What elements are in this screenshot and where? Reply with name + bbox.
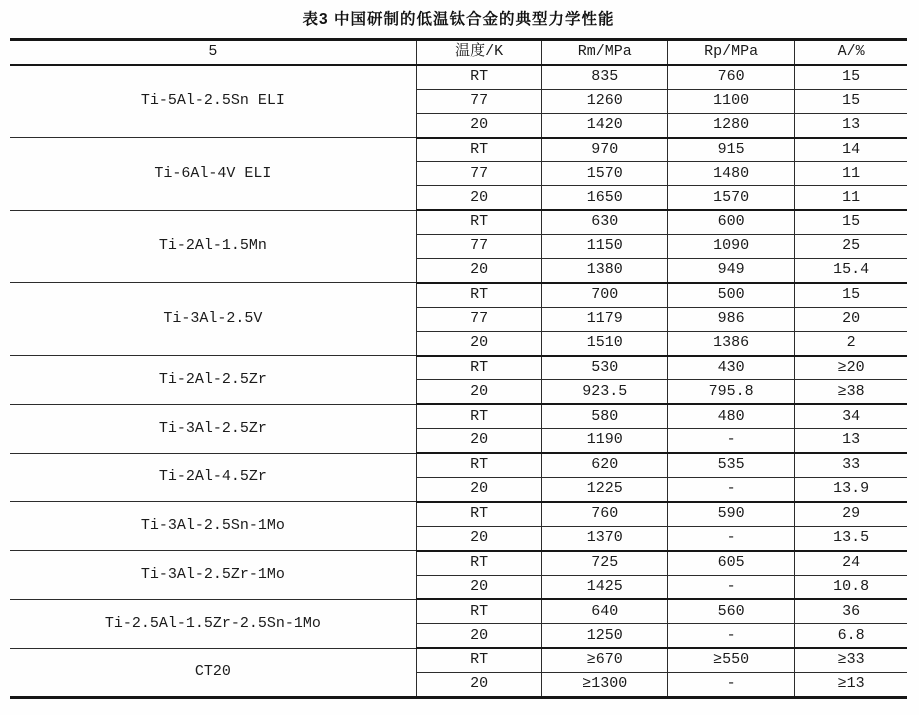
elongation-cell: ≥20 xyxy=(795,356,907,380)
temperature-cell: RT xyxy=(416,551,542,575)
table-row xyxy=(10,551,907,575)
elongation-cell: 14 xyxy=(795,138,907,162)
rm-cell: 630 xyxy=(542,210,668,234)
temperature-cell: RT xyxy=(416,502,542,526)
rm-cell: 1179 xyxy=(542,307,668,331)
elongation-cell: ≥38 xyxy=(795,380,907,404)
rp-cell: 500 xyxy=(667,283,794,307)
temperature-cell: RT xyxy=(416,283,542,307)
alloy-name-cell: Ti-3Al-2.5Zr xyxy=(10,404,416,453)
rm-cell: 1150 xyxy=(542,235,668,259)
temperature-cell: 20 xyxy=(416,624,542,648)
alloy-name-cell: Ti-3Al-2.5Sn-1Mo xyxy=(10,502,416,551)
rp-cell: 480 xyxy=(667,404,794,428)
table-row xyxy=(10,648,907,672)
elongation-cell: 11 xyxy=(795,162,907,186)
temperature-cell: 77 xyxy=(416,89,542,113)
rp-cell: 1100 xyxy=(667,89,794,113)
elongation-cell: 13 xyxy=(795,113,907,137)
temperature-cell: 20 xyxy=(416,380,542,404)
temperature-cell: 20 xyxy=(416,331,542,355)
temperature-cell: RT xyxy=(416,356,542,380)
rm-cell: 725 xyxy=(542,551,668,575)
elongation-cell: 15 xyxy=(795,210,907,234)
alloy-name-cell: CT20 xyxy=(10,648,416,697)
rp-cell: - xyxy=(667,478,794,502)
rp-cell: 795.8 xyxy=(667,380,794,404)
temperature-cell: 20 xyxy=(416,429,542,453)
alloy-table-body xyxy=(10,65,907,698)
temperature-cell: 20 xyxy=(416,575,542,599)
elongation-cell: 34 xyxy=(795,404,907,428)
temperature-cell: 77 xyxy=(416,307,542,331)
temperature-cell: 20 xyxy=(416,186,542,210)
elongation-cell: 15.4 xyxy=(795,259,907,283)
rp-cell: 535 xyxy=(667,453,794,477)
rp-cell: - xyxy=(667,673,794,698)
rp-cell: 760 xyxy=(667,65,794,89)
rm-cell: 970 xyxy=(542,138,668,162)
rm-cell: 700 xyxy=(542,283,668,307)
column-header: A/% xyxy=(795,40,907,65)
elongation-cell: 15 xyxy=(795,89,907,113)
rm-cell: 1190 xyxy=(542,429,668,453)
rm-cell: 1570 xyxy=(542,162,668,186)
table-row xyxy=(10,138,907,162)
rp-cell: - xyxy=(667,575,794,599)
elongation-cell: 2 xyxy=(795,331,907,355)
alloy-name-cell: Ti-2.5Al-1.5Zr-2.5Sn-1Mo xyxy=(10,599,416,648)
alloy-name-cell: Ti-2Al-4.5Zr xyxy=(10,453,416,502)
table-row xyxy=(10,65,907,89)
rp-cell: 1280 xyxy=(667,113,794,137)
rm-cell: 1650 xyxy=(542,186,668,210)
alloy-name-cell: Ti-2Al-2.5Zr xyxy=(10,356,416,405)
elongation-cell: 13.5 xyxy=(795,526,907,550)
temperature-cell: RT xyxy=(416,599,542,623)
rm-cell: 1420 xyxy=(542,113,668,137)
elongation-cell: 20 xyxy=(795,307,907,331)
rm-cell: 1425 xyxy=(542,575,668,599)
alloy-name-cell: Ti-5Al-2.5Sn ELI xyxy=(10,65,416,138)
elongation-cell: ≥13 xyxy=(795,673,907,698)
rp-cell: 949 xyxy=(667,259,794,283)
temperature-cell: RT xyxy=(416,648,542,672)
rp-cell: 1480 xyxy=(667,162,794,186)
rm-cell: 1260 xyxy=(542,89,668,113)
elongation-cell: 29 xyxy=(795,502,907,526)
column-header: Rp/MPa xyxy=(667,40,794,65)
elongation-cell: 10.8 xyxy=(795,575,907,599)
rm-cell: ≥670 xyxy=(542,648,668,672)
rm-cell: 1510 xyxy=(542,331,668,355)
elongation-cell: 33 xyxy=(795,453,907,477)
elongation-cell: 6.8 xyxy=(795,624,907,648)
temperature-cell: RT xyxy=(416,453,542,477)
rp-cell: 915 xyxy=(667,138,794,162)
elongation-cell: 15 xyxy=(795,283,907,307)
rp-cell: 986 xyxy=(667,307,794,331)
alloy-name-cell: Ti-2Al-1.5Mn xyxy=(10,210,416,283)
temperature-cell: 77 xyxy=(416,235,542,259)
column-header: 温度/K xyxy=(416,40,542,65)
rp-cell: - xyxy=(667,429,794,453)
rm-cell: 1370 xyxy=(542,526,668,550)
rm-cell: 1250 xyxy=(542,624,668,648)
elongation-cell: ≥33 xyxy=(795,648,907,672)
alloy-name-cell: Ti-6Al-4V ELI xyxy=(10,138,416,211)
elongation-cell: 13 xyxy=(795,429,907,453)
alloy-name-cell: Ti-3Al-2.5Zr-1Mo xyxy=(10,551,416,600)
elongation-cell: 36 xyxy=(795,599,907,623)
alloy-table xyxy=(10,38,907,699)
rp-cell: - xyxy=(667,624,794,648)
rp-cell: 1090 xyxy=(667,235,794,259)
rp-cell: 1386 xyxy=(667,331,794,355)
rm-cell: 1225 xyxy=(542,478,668,502)
rm-cell: 835 xyxy=(542,65,668,89)
rp-cell: 430 xyxy=(667,356,794,380)
temperature-cell: 20 xyxy=(416,259,542,283)
table-row xyxy=(10,453,907,477)
rp-cell: 560 xyxy=(667,599,794,623)
rp-cell: ≥550 xyxy=(667,648,794,672)
table-row xyxy=(10,502,907,526)
temperature-cell: RT xyxy=(416,65,542,89)
elongation-cell: 15 xyxy=(795,65,907,89)
table-row xyxy=(10,210,907,234)
rp-cell: - xyxy=(667,526,794,550)
table-row xyxy=(10,404,907,428)
temperature-cell: RT xyxy=(416,210,542,234)
header-row xyxy=(10,40,907,65)
temperature-cell: RT xyxy=(416,404,542,428)
rp-cell: 590 xyxy=(667,502,794,526)
rp-cell: 600 xyxy=(667,210,794,234)
temperature-cell: RT xyxy=(416,138,542,162)
elongation-cell: 13.9 xyxy=(795,478,907,502)
temperature-cell: 20 xyxy=(416,526,542,550)
rm-cell: 580 xyxy=(542,404,668,428)
rm-cell: 530 xyxy=(542,356,668,380)
rm-cell: 1380 xyxy=(542,259,668,283)
temperature-cell: 20 xyxy=(416,113,542,137)
alloy-name-cell: Ti-3Al-2.5V xyxy=(10,283,416,356)
elongation-cell: 11 xyxy=(795,186,907,210)
table-caption: 表3 中国研制的低温钛合金的典型力学性能 xyxy=(302,11,615,28)
rm-cell: 640 xyxy=(542,599,668,623)
rp-cell: 1570 xyxy=(667,186,794,210)
rm-cell: 760 xyxy=(542,502,668,526)
column-header: 5 xyxy=(10,40,416,65)
elongation-cell: 24 xyxy=(795,551,907,575)
temperature-cell: 20 xyxy=(416,478,542,502)
table-row xyxy=(10,283,907,307)
elongation-cell: 25 xyxy=(795,235,907,259)
temperature-cell: 77 xyxy=(416,162,542,186)
rm-cell: 620 xyxy=(542,453,668,477)
rm-cell: 923.5 xyxy=(542,380,668,404)
table-row xyxy=(10,599,907,623)
rp-cell: 605 xyxy=(667,551,794,575)
table-row xyxy=(10,356,907,380)
rm-cell: ≥1300 xyxy=(542,673,668,698)
column-header: Rm/MPa xyxy=(542,40,668,65)
temperature-cell: 20 xyxy=(416,673,542,698)
